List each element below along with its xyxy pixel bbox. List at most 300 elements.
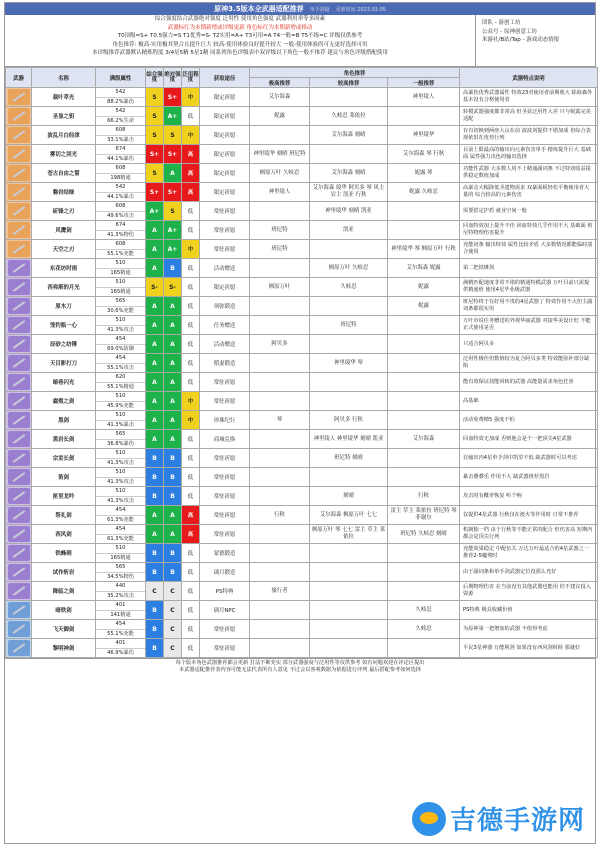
base-atk: 565 [115,298,126,304]
source: 常驻祈愿 [200,221,250,240]
usage-level: 低 [182,487,200,506]
rec-low: 妮露 [388,278,460,297]
weapon-stat [96,107,146,126]
rec-mid: 久岐忍 莱依拉 [310,107,388,126]
sub-stat: 61.3%充能 [96,515,145,524]
table-row [6,316,598,335]
legend-line-2: 角色推荐: 极高-实用极其契合且提升巨大 较高-使用体验良好提升较大 一般-使用体验尚可无更好选择可用 [112,41,368,48]
col-rec-lo: 一般推荐 [388,78,460,88]
weapon-stat [96,354,146,373]
rec-low: 艾尔海森 琴 行秋 [388,145,460,164]
weapon-desc: PS特典 极具收藏价值 [460,601,598,620]
weapon-desc: 泛用性极佳但数值较为复合阿贝多类 特效能弥补部分缺陷 [460,354,598,373]
rec-low: 久岐忍 [388,620,460,639]
weapon-stat [96,202,146,221]
rec-high [250,297,310,316]
rec-low [388,221,460,240]
sword-icon [8,165,30,181]
source: 常驻祈愿 [200,639,250,658]
weapon-desc: 在输出内4星单手剑中凯里不低 缺武器时可以考虑 [460,449,598,468]
usage-level: 中 [182,411,200,430]
weapon-desc: 暴击叠叠乐 作用不大 缺武器推荐黑岩 [460,468,598,487]
weapon-stat [96,164,146,183]
weapon-desc: 为原神第一把增加的武器 不值得考虑 [460,620,598,639]
base-atk: 454 [115,621,126,627]
base-atk: 510 [115,488,126,494]
rec-high [250,126,310,145]
rec-mid: 班尼特 刻晴 [310,449,388,468]
rec-high [250,392,310,411]
source: 常驻祈愿 [200,487,250,506]
rec-mid [310,88,388,107]
base-atk: 674 [115,146,126,152]
table-row [6,221,598,240]
table-row [6,544,598,563]
table-row [6,335,598,354]
rec-high [250,563,310,582]
rec-low: 雷主 草主 莱依拉 班尼特 琴 菲谢尔 [388,506,460,525]
sword-icon [8,127,30,143]
table-row [6,297,598,316]
grade-absolute: B [164,544,182,563]
weapon-stat [96,487,146,506]
sword-icon [8,260,30,276]
sword-icon [8,374,30,390]
weapon-desc: 转模武器强度都非常高 但圣显泛用性大差 只与妮露完美适配 [460,107,598,126]
rec-mid [310,582,388,601]
rec-low [388,411,460,430]
weapon-icon-cell [6,582,32,601]
team-info-2: 米游社/B站/Tap - 游戏动态情报 [482,37,560,43]
rec-high: 艾尔海森 [250,88,310,107]
weapon-stat [96,88,146,107]
table-row [6,430,598,449]
table-row [6,278,598,297]
source: 限定祈愿 [200,278,250,297]
source: 限定祈愿 [200,126,250,145]
rec-high [250,449,310,468]
watermark-text: 吉德手游网 [449,806,585,836]
weapon-name: 天目影打刀 [32,354,96,373]
weapon-name: 磐岩结绿 [32,183,96,202]
weapon-desc: 后期物理伤害 在当前没有其他武器也能用 但不建议投入资源 [460,582,598,601]
rec-low: 班尼特 久岐忍 刻晴 [388,525,460,544]
grade-overall: A [146,316,164,335]
weapon-stat [96,525,146,544]
table-row [6,373,598,392]
grade-absolute: B [164,468,182,487]
usage-level: 低 [182,259,200,278]
weapon-stat [96,259,146,278]
grade-overall: B [146,563,164,582]
weapon-name: 圣显之钥 [32,107,96,126]
sword-icon [8,241,30,257]
rec-mid [310,335,388,354]
sub-stat: 49.6%攻击 [96,211,145,220]
rec-high: 阿贝多 [250,335,310,354]
base-atk: 608 [115,241,126,247]
sub-stat: 88.2%暴伤 [96,97,145,106]
rec-high: 神里绫人 [250,183,310,202]
sub-stat: 198精通 [96,173,145,182]
weapon-name: 飞天御剑 [32,620,96,639]
base-atk: 510 [115,393,126,399]
table-row [6,392,598,411]
footer-notes [5,658,595,675]
usage-level: 高 [182,506,200,525]
table-row [6,639,598,658]
sub-stat: 44.1%暴击 [96,192,145,201]
base-atk: 565 [115,431,126,437]
grade-absolute: A [164,506,182,525]
site-watermark [412,800,585,837]
sub-stat: 33.1%暴击 [96,135,145,144]
grade-absolute: A [164,392,182,411]
rec-high [250,544,310,563]
weapon-icon-cell [6,145,32,164]
sheet-title: 原神3.5版本全武器适配推荐 [214,5,304,13]
team-info-0: 团队 - 游创工坊 [482,20,521,26]
weapon-desc: 只适合阿贝多 [460,335,598,354]
rec-high [250,430,310,449]
weapon-icon-cell [6,639,32,658]
weapon-stat [96,563,146,582]
usage-level: 中 [182,240,200,259]
source: 任务赠送 [200,316,250,335]
grade-overall: A [146,297,164,316]
rec-mid: 艾尔海森 绫华 阿贝多 琴 风主 岩主 凯亚 行秋 [310,183,388,202]
sub-stat: 30.6%充能 [96,306,145,315]
rec-mid [310,145,388,164]
base-atk: 510 [115,317,126,323]
usage-level: 低 [182,563,200,582]
source: 活动赠送 [200,335,250,354]
weapon-name: 原木刀 [32,297,96,316]
team-info-1: 公众号 - 原神创意工坊 [482,28,537,35]
usage-level: 低 [182,316,200,335]
rec-low: 久岐忍 [388,601,460,620]
weapon-icon-cell [6,278,32,297]
usage-level: 低 [182,221,200,240]
sub-stat: 41.3%攻击 [96,325,145,334]
grade-overall: S+ [146,183,164,202]
weapon-icon-cell [6,468,32,487]
base-atk: 510 [115,412,126,418]
grade-overall: B [146,620,164,639]
sub-stat: 69.0%防御 [96,344,145,353]
weapon-icon-cell [6,240,32,259]
weapon-desc: 能有效保证技能回转的武器 高能量需求角色狂喜 [460,373,598,392]
rec-low [388,316,460,335]
rec-high: 班尼特 [250,240,310,259]
weapon-desc: 目前上限最高的输出向元素伤害单手 精炼提升巨大 基础面 属性强力出色的输出选择 [460,145,598,164]
usage-level: 低 [182,582,200,601]
weapon-name: 风鹰剑 [32,221,96,240]
sword-icon [8,583,30,599]
sub-stat: 55.1%充能 [96,249,145,258]
rec-low [388,392,460,411]
weapon-icon-cell [6,449,32,468]
weapon-stat [96,145,146,164]
sword-icon [8,526,30,542]
site-logo-icon [412,802,446,836]
usage-level: 中 [182,88,200,107]
table-row [6,620,598,639]
grade-overall: A+ [146,202,164,221]
grade-overall: S [146,126,164,145]
usage-level: 中 [182,392,200,411]
weapon-desc: 充能效果稳定 中配伍关 万达万叶最适合的4星武器之一 推荐2-5魔剪时 [460,544,598,563]
weapon-icon-cell [6,88,32,107]
grade-overall: A [146,525,164,544]
rec-mid: 艾尔海森 枫原万叶 七七 [310,506,388,525]
weapon-stat [96,601,146,620]
table-row [6,506,598,525]
source: 常驻祈愿 [200,449,250,468]
grade-overall: A [146,259,164,278]
weapon-icon-cell [6,107,32,126]
rec-low: 神里绫华 琴 枫原万叶 行秋 [388,240,460,259]
grade-absolute: B [164,487,182,506]
base-atk: 510 [115,469,126,475]
usage-level: 低 [182,202,200,221]
sword-icon [8,89,30,105]
sub-stat: 165精通 [96,287,145,296]
sub-stat: 165精通 [96,553,145,562]
sub-stat: 45.9%充能 [96,401,145,410]
sword-icon [8,317,30,333]
table-row [6,240,598,259]
legend-line-3: 本评级推荐武器默认精炼程度 3/4星5精 5星1精 同系列角色评级表中双评级以下角色一般不推荐 建议与角色评级搭配使用 [92,50,388,57]
grade-absolute: A+ [164,221,182,240]
source: 璃月NPC [200,601,250,620]
sub-stat: 44.1%暴伤 [96,154,145,163]
weapon-name: 黎明神剑 [32,639,96,658]
weapon-stat [96,297,146,316]
col-absolute: 绝对强度 [164,68,182,88]
source: 常驻祈愿 [200,240,250,259]
rec-mid [310,297,388,316]
rec-mid: 神里绫人 神里绫华 刻晴 凯亚 [310,430,388,449]
rec-high [250,316,310,335]
table-row [6,145,598,164]
weapon-sheet [4,2,596,844]
rec-mid: 阿贝多 行秋 [310,411,388,430]
rec-mid [310,240,388,259]
base-atk: 542 [115,108,126,114]
sub-stat: 61.3%充能 [96,534,145,543]
grade-overall: B [146,468,164,487]
grade-absolute: A+ [164,240,182,259]
base-atk: 401 [115,640,126,646]
rec-high: 琴 [250,411,310,430]
rec-high: 枫原万叶 [250,278,310,297]
sub-stat: 141精通 [96,610,145,619]
grade-absolute: A [164,411,182,430]
source: 稻妻锻造 [200,354,250,373]
sub-stat: 41.3%攻击 [96,477,145,486]
sword-icon [8,146,30,162]
updated-date: 更新时间 2023.03.05 [335,6,386,13]
base-atk: 542 [115,89,126,95]
usage-level: 低 [182,373,200,392]
usage-level: 低 [182,354,200,373]
weapon-name: 祭礼剑 [32,506,96,525]
footer-line-1: 本武器适配推荐表内容可能无法代表所有人意见 不过会以客观数据为依据进行评判 最后搭配参考如何选择 [179,667,421,673]
grade-absolute: A [164,335,182,354]
grade-absolute: A [164,297,182,316]
weapon-stat [96,544,146,563]
weapon-stat [96,411,146,430]
table-row [6,468,598,487]
weapon-name: 匣里龙吟 [32,487,96,506]
weapon-desc: 有有切换到两座大山在前 波波剑提供不错加成 但综合表现依旧在优势行列 [460,126,598,145]
grade-overall: S+ [146,145,164,164]
rec-low [388,563,460,582]
usage-level: 低 [182,601,200,620]
weapon-icon-cell [6,297,32,316]
weapon-rows [6,88,598,658]
rec-mid: 枫原万叶 久岐忍 [310,259,388,278]
weapon-icon-cell [6,354,32,373]
weapon-name: 暗铁剑 [32,601,96,620]
rec-mid [310,620,388,639]
grade-absolute: S+ [164,145,182,164]
source: 限定祈愿 [200,164,250,183]
weapon-icon-cell [6,335,32,354]
rec-mid [310,544,388,563]
usage-level: 低 [182,639,200,658]
sword-icon [8,431,30,447]
sword-icon [8,412,30,428]
base-atk: 440 [115,583,126,589]
table-row [6,487,598,506]
rec-mid [310,373,388,392]
rec-low: 神里绫人 [388,88,460,107]
base-atk: 510 [115,450,126,456]
grade-overall: A [146,373,164,392]
grade-absolute: S+ [164,88,182,107]
grade-overall: A [146,354,164,373]
usage-level: 低 [182,430,200,449]
weapon-icon-cell [6,544,32,563]
source: 璃月锻造 [200,563,250,582]
sword-icon [8,203,30,219]
rec-low [388,468,460,487]
usage-level: 低 [182,297,200,316]
weapon-stat [96,506,146,525]
usage-level: 低 [182,449,200,468]
sword-icon [8,336,30,352]
weapon-name: 辰砂之纺锤 [32,335,96,354]
weapon-desc: 高暴击大幅降低圣遗物需求 双暴面板轻松平衡使用者大量的 综合较高的元素伤害 [460,183,598,202]
rec-low: 妮露 [388,297,460,316]
weapon-icon-cell [6,525,32,544]
col-rec-hi: 极高推荐 [250,78,310,88]
rec-low [388,335,460,354]
footer-line-0: 每个版本角色武器推荐都会更新 打法不断充实 部分武器强度与泛用性等仅供参考 如有问题欢迎在评论区提出 [175,660,425,666]
rec-mid: 班尼特 [310,316,388,335]
sword-icon [8,507,30,523]
rec-low [388,354,460,373]
weapon-desc: 班尼特终于有好用不贵的4星武器了 特效作用不大但主副词条都很实用 [460,297,598,316]
base-atk: 510 [115,260,126,266]
sword-icon [8,184,30,200]
rec-mid [310,639,388,658]
weapon-icon-cell [6,316,32,335]
grade-absolute: S- [164,278,182,297]
table-row [6,582,598,601]
grade-overall: S [146,164,164,183]
weapon-icon-cell [6,202,32,221]
table-row [6,354,598,373]
base-atk: 608 [115,127,126,133]
usage-level: 低 [182,544,200,563]
sword-icon [8,621,30,637]
col-weapon: 武器 [6,68,32,88]
grade-absolute: S [164,126,182,145]
weapon-stat [96,430,146,449]
rec-low [388,107,460,126]
weapon-stat [96,373,146,392]
usage-level: 高 [182,164,200,183]
weapon-desc: 活动免费精5 强度不怕 [460,411,598,430]
weapon-table [5,67,598,658]
grade-overall: A [146,430,164,449]
weapon-name: 铁蜂刺 [32,544,96,563]
source: 蒙德锻造 [200,544,250,563]
weapon-name: 西弗斯的月光 [32,278,96,297]
grade-overall: A [146,506,164,525]
weapon-icon-cell [6,430,32,449]
weapon-desc: 攻击时有概率恢复 听个响 [460,487,598,506]
rec-high [250,354,310,373]
base-atk: 401 [115,602,126,608]
grade-overall: A [146,392,164,411]
col-usage: 泛用程度 [182,68,200,88]
base-atk: 510 [115,279,126,285]
weapon-name: 笛剑 [32,468,96,487]
base-atk: 620 [115,374,126,380]
rec-low [388,449,460,468]
weapon-icon-cell [6,411,32,430]
weapon-desc: 功能性武器 大多数人用不上精通副词条 不过特效收益提供稳定数值加成 [460,164,598,183]
sub-stat: 41.3%攻击 [96,458,145,467]
usage-level: 高 [182,183,200,202]
weapon-name: 波乱月白经津 [32,126,96,145]
base-atk: 454 [115,355,126,361]
sword-icon [8,355,30,371]
grade-overall: S- [146,278,164,297]
source: 限定祈愿 [200,88,250,107]
weapon-name: 斫锋之刃 [32,202,96,221]
table-row [6,126,598,145]
table-row [6,183,598,202]
col-rec-mid: 较高推荐 [310,78,388,88]
rec-low [388,639,460,658]
weapon-name: 腐殖之剑 [32,392,96,411]
usage-level: 低 [182,620,200,639]
grade-overall: C [146,582,164,601]
grade-absolute: S+ [164,183,182,202]
rec-mid [310,392,388,411]
rec-mid [310,601,388,620]
weapon-stat [96,126,146,145]
rec-mid: 艾尔海森 刻晴 [310,126,388,145]
weapon-desc: 万叶市说任务赠送的外观华丽武器 对接华美设计但 不能正式使用是否 [460,316,598,335]
table-row [6,411,598,430]
weapon-icon-cell [6,601,32,620]
